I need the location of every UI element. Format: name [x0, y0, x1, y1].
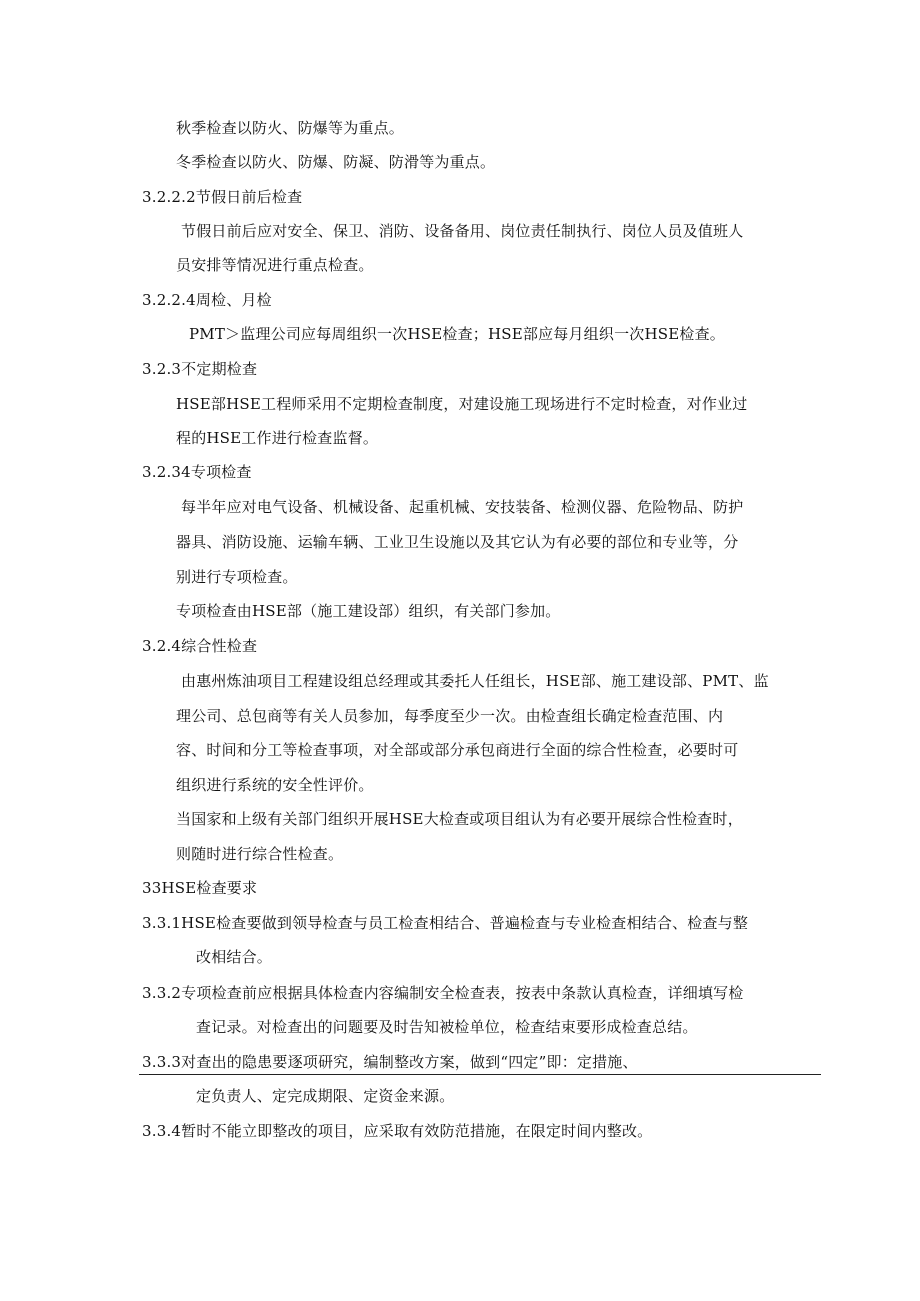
text-line: 理公司、总包商等有关人员参加，每季度至少一次。由检查组长确定检查范围、内: [176, 707, 724, 725]
text-line: 程的HSE工作进行检查监督。: [176, 429, 379, 447]
section-heading: 3.2.2.2节假日前后检查: [142, 188, 303, 206]
text-line: 3.3.1HSE检查要做到领导检查与员工检查相结合、普遍检查与专业检查相结合、检查与整: [142, 914, 749, 932]
text-line: 由惠州炼油项目工程建设组总经理或其委托人任组长，HSE部、施工建设部、PMT、监: [181, 672, 769, 690]
text-line: 每半年应对电气设备、机械设备、起重机械、安技装备、检测仪器、危险物品、防护: [181, 498, 744, 516]
text-line: HSE部HSE工程师采用不定期检查制度，对建设施工现场进行不定时检查，对作业过: [176, 395, 748, 413]
section-heading: 3.2.2.4周检、月检: [142, 291, 272, 309]
text-line: 3.3.2专项检查前应根据具体检查内容编制安全检查表，按表中条款认真检查，详细填写检: [142, 984, 744, 1002]
horizontal-rule: [139, 1074, 821, 1075]
text-line: 3.3.3对查出的隐患要逐项研究，编制整改方案，做到“四定”即：定措施、: [142, 1053, 638, 1071]
text-line: 员安排等情况进行重点检查。: [176, 256, 374, 274]
text-line: 3.3.4暂时不能立即整改的项目，应采取有效防范措施，在限定时间内整改。: [142, 1122, 653, 1140]
section-heading: 3.2.34专项检查: [142, 463, 252, 481]
text-line: 冬季检查以防火、防爆、防凝、防滑等为重点。: [176, 153, 496, 171]
text-line: 器具、消防设施、运输车辆、工业卫生设施以及其它认为有必要的部位和专业等，分: [176, 533, 739, 551]
text-line: 秋季检查以防火、防爆等为重点。: [176, 119, 405, 137]
text-line: 定负责人、定完成期限、定资金来源。: [196, 1087, 455, 1105]
text-line: 组织进行系统的安全性评价。: [176, 776, 374, 794]
section-heading: 3.2.4综合性检查: [142, 637, 258, 655]
text-line: 则随时进行综合性检查。: [176, 845, 344, 863]
text-line: 节假日前后应对安全、保卫、消防、设备备用、岗位责任制执行、岗位人员及值班人: [181, 222, 744, 240]
text-line: 当国家和上级有关部门组织开展HSE大检查或项目组认为有必要开展综合性检查时，: [176, 810, 743, 828]
text-line: 专项检查由HSE部（施工建设部）组织，有关部门参加。: [176, 602, 561, 620]
section-heading: 3.2.3不定期检查: [142, 360, 258, 378]
text-line: 别进行专项检查。: [176, 568, 298, 586]
text-line: 查记录。对检查出的问题要及时告知被检单位，检查结束要形成检查总结。: [196, 1018, 698, 1036]
text-line: 容、时间和分工等检查事项，对全部或部分承包商进行全面的综合性检查，必要时可: [176, 741, 739, 759]
section-heading: 33HSE检查要求: [142, 879, 258, 897]
text-line: 改相结合。: [196, 948, 273, 966]
text-line: PMT＞监理公司应每周组织一次HSE检查；HSE部应每月组织一次HSE检查。: [189, 325, 725, 343]
